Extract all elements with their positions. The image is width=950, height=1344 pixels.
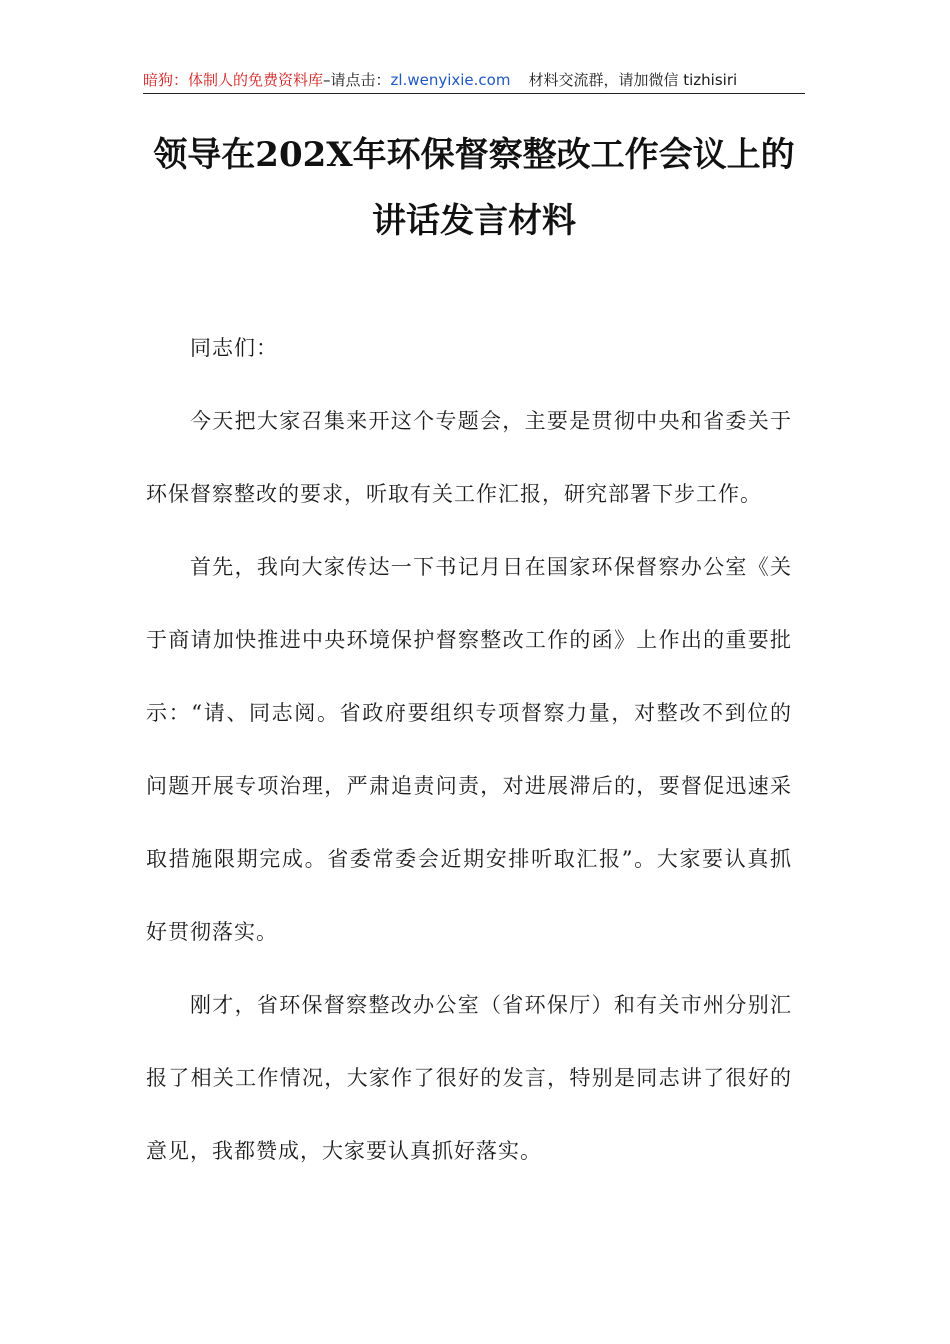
document-title: [143, 122, 805, 254]
header-url-link[interactable]: zl.wenyixie.com: [390, 71, 511, 89]
title-line-2: 讲话发言材料: [372, 201, 576, 241]
header-divider: [143, 93, 805, 94]
header-prompt: –请点击：: [323, 71, 391, 89]
paragraph-intro: 今天把大家召集来开这个专题会，主要是贯彻中央和省委关于环保督察整改的要求，听取有关工作汇报，研究部署下步工作。: [146, 409, 792, 506]
title-line-1: 领导在202X年环保督察整改工作会议上的: [153, 135, 795, 175]
salutation: 同志们：: [190, 336, 278, 360]
document-body: [146, 312, 792, 1188]
header-brand: 暗狗：体制人的免费资料库: [143, 71, 324, 89]
paragraph-instruction: 首先，我向大家传达一下书记月日在国家环保督察办公室《关于商请加快推进中央环境保护督察整改工作的函》上作出的重要批示：“请、同志阅。省政府要组织专项督察力量，对整改不到位的问题开展专项治理，严肃追责问责，对进展滞后的，要督促迅速采取措施限期完成。省委常委会近期安排听取汇报”。大家要认真抓好贯彻落实。: [146, 555, 792, 944]
header-group-note: 材料交流群，请加微信 tizhisiri: [528, 71, 738, 89]
page-header: [143, 68, 805, 92]
paragraph-reports: 刚才，省环保督察整改办公室（省环保厅）和有关市州分别汇报了相关工作情况，大家作了很好的发言，特别是同志讲了很好的意见，我都赞成，大家要认真抓好落实。: [146, 993, 792, 1163]
